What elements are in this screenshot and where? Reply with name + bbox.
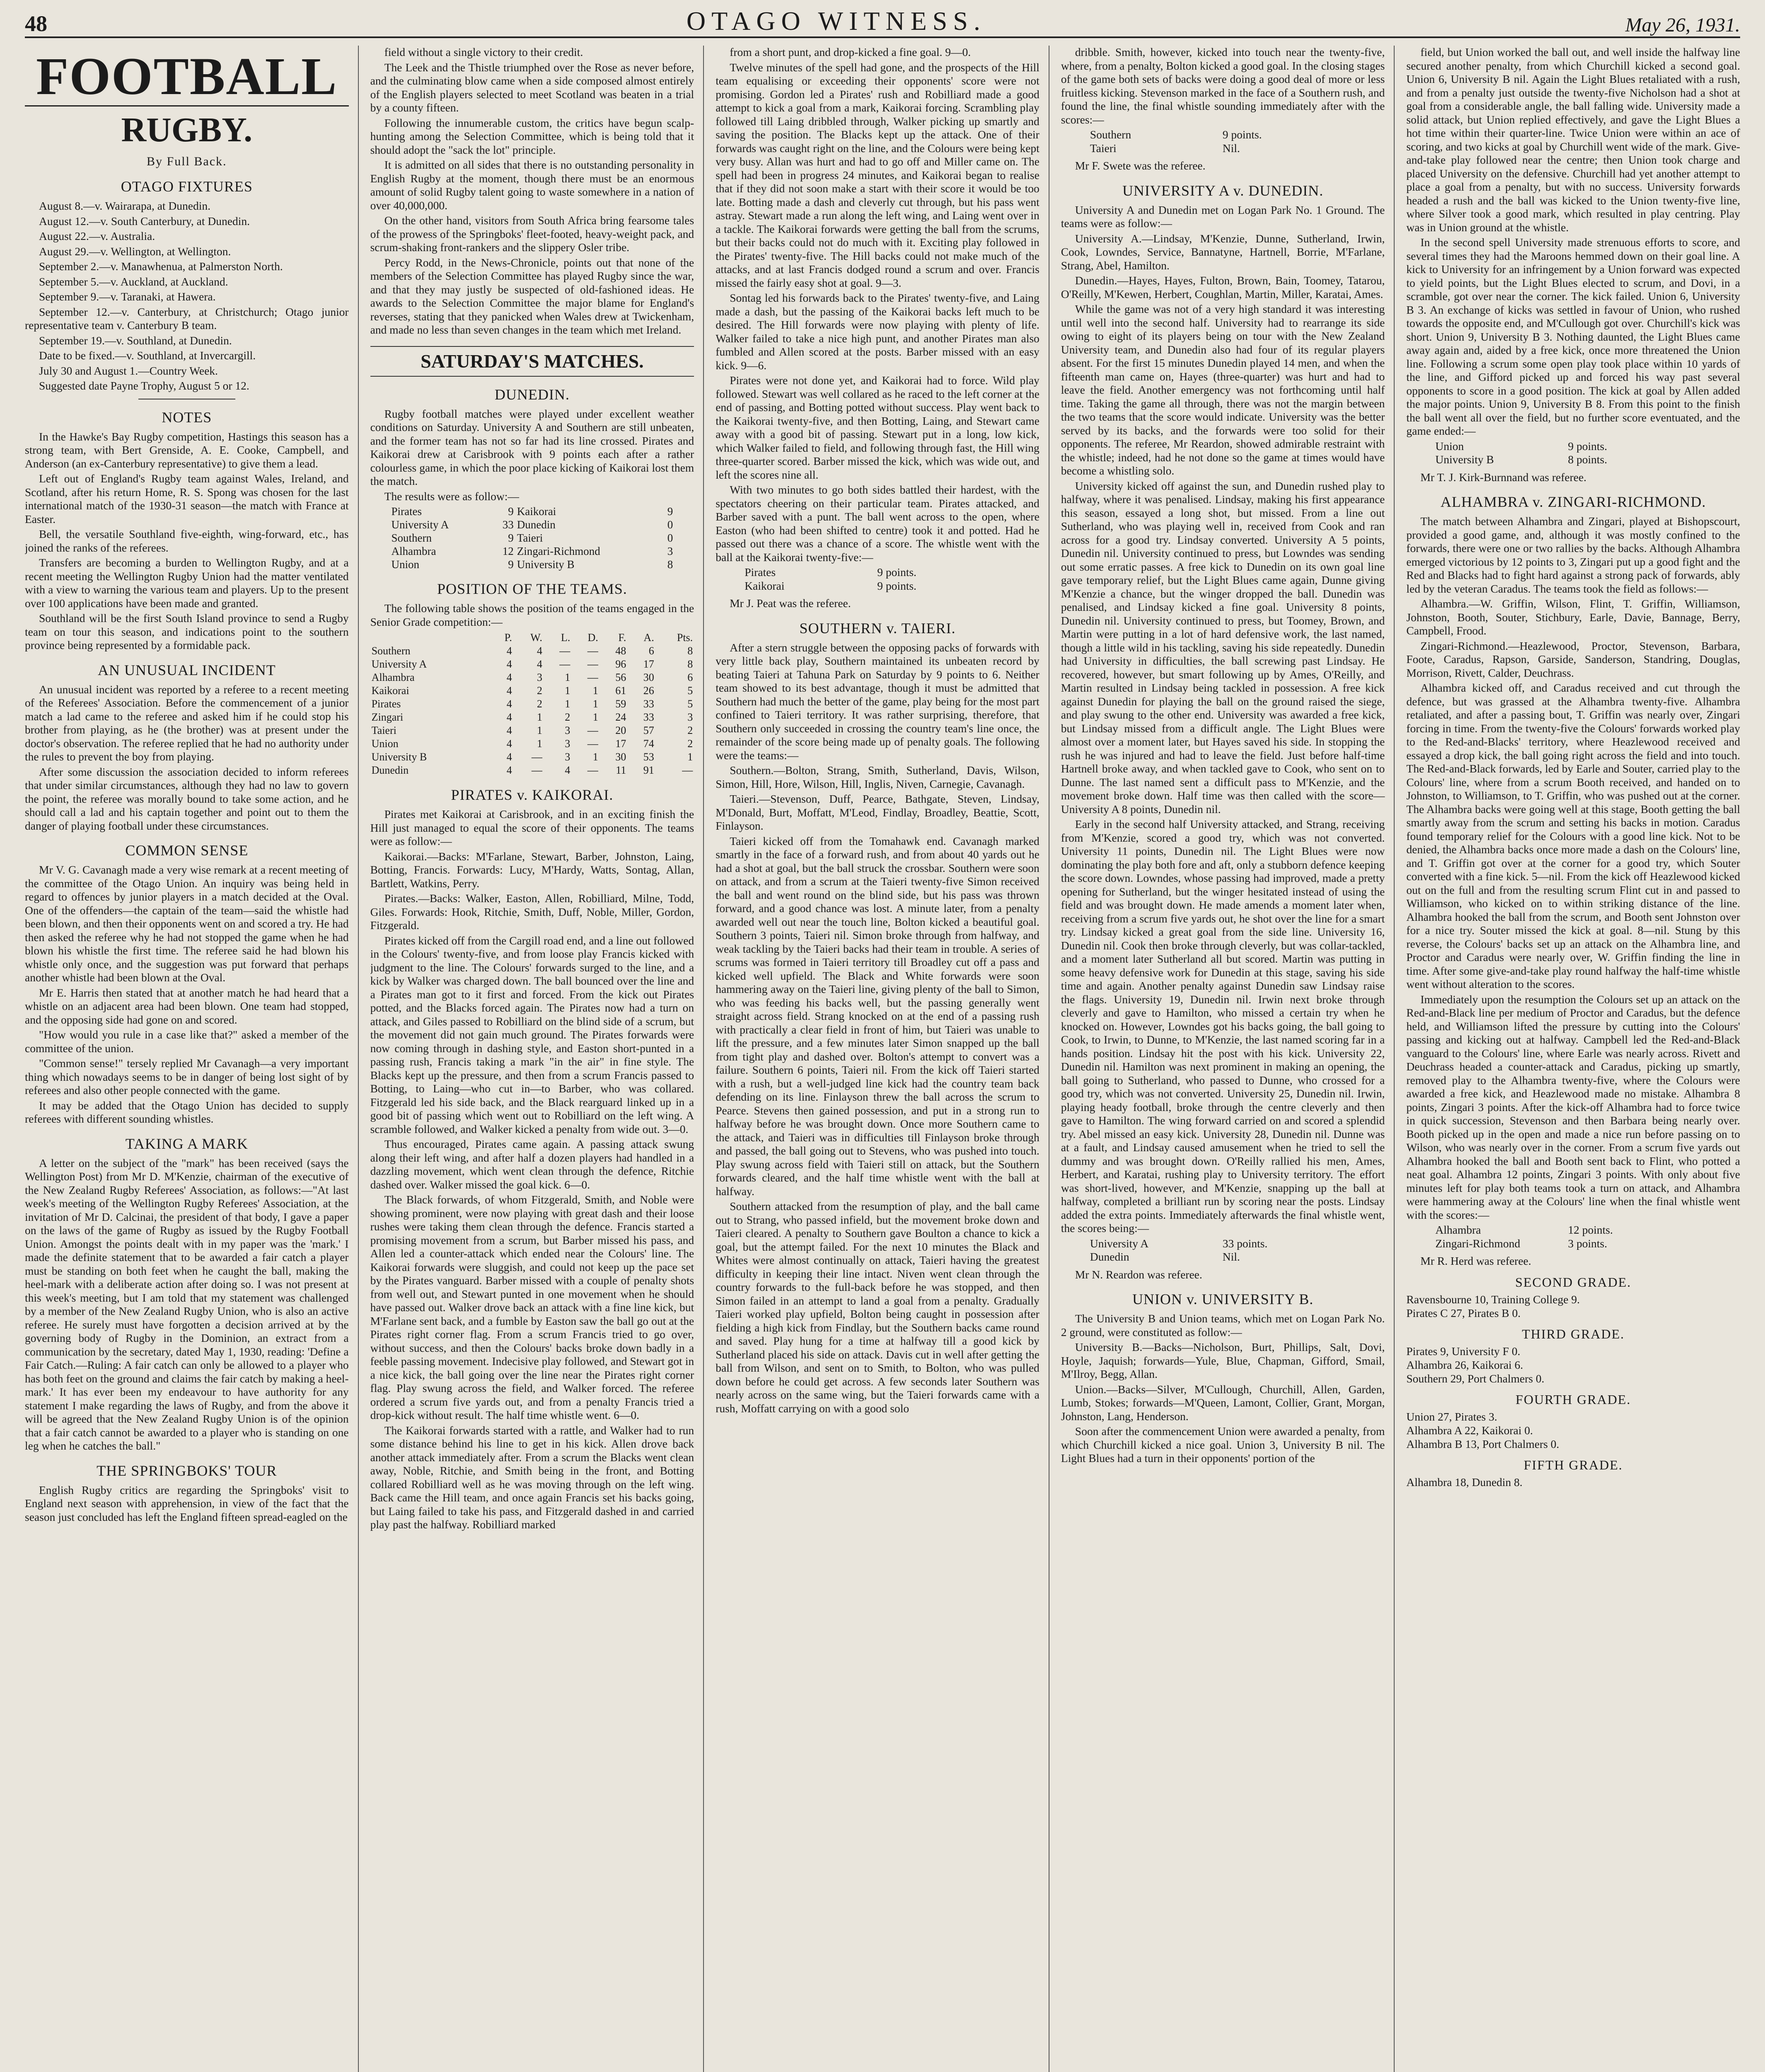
grade-result: Alhambra B 13, Port Chalmers 0. (1406, 1437, 1559, 1450)
team-score: 9 points. (1568, 439, 1608, 453)
table-row (370, 711, 694, 724)
table-cell: 20 (615, 724, 626, 736)
southern-taieri-score (1090, 128, 1385, 155)
table-row (370, 684, 694, 697)
team-name: Taieri (1090, 141, 1117, 155)
table-cell: — (587, 764, 598, 776)
column-header (370, 631, 492, 644)
team-name: Pirates (391, 505, 422, 518)
springboks-tour-heading: THE SPRINGBOKS' TOUR (97, 1462, 277, 1479)
team-name: Union (391, 558, 419, 571)
university-dunedin-heading: UNIVERSITY A v. DUNEDIN. (1122, 182, 1324, 199)
table-cell: 2 (565, 711, 571, 723)
saturdays-matches-heading: SATURDAY'S MATCHES. (370, 346, 694, 377)
table-cell: 74 (643, 738, 654, 750)
alhambra-zingari-referee: Mr R. Herd was referee. (1420, 1254, 1531, 1267)
table-cell: 30 (615, 751, 626, 763)
section-subheading-rugby: RUGBY. (121, 111, 253, 149)
paragraph: The Kaikorai forwards started with a rattle, and Walker had to run some distance behind his line to get in his kick. Allen drove back another attack immediately after. From a scrum the Blacks went clean away, Noble, Ritchie, and Smith being in the front, and Botting collared Robilliard well as he was moving through on the left wing. Back came the Hill team, and once again Francis set his backs going, but Laing failed to take his pass, and Fitzgerald dashed in and carried play past the halfway. Robilliard marked (370, 1423, 694, 1531)
table-row (370, 724, 694, 737)
paragraph: It is admitted on all sides that there is no outstanding personality in English Rugby at the moment, though there must be an enormous amount of solid Rugby talent going to waste somewhere in a nation of over 40,000,000. (370, 158, 694, 212)
team-score: 9 points. (877, 566, 916, 579)
score-line (1090, 128, 1385, 142)
table-cell: 1 (592, 685, 598, 697)
table-cell: 2 (687, 724, 693, 736)
result-row (389, 545, 675, 558)
grade-title: FIFTH GRADE. (1523, 1457, 1623, 1472)
alhambra-zingari-heading: ALHAMBRA v. ZINGARI-RICHMOND. (1440, 494, 1706, 510)
paragraph: Immediately upon the resumption the Colours set up an attack on the Red-and-Black line per medium of Proctor and Caradus, but the defence held, and Williamson lifted the pressure by cutting into the Colours' passing and kicking out at halfway. Campbell led the Red-and-Black vanguard to the Colours' line, where Earle was nearly across. Rivett and Deuchrass headed a counter-attack and Caradus, picking up smartly, removed play to the Alhambra twenty-five, where the Colours were awarded a free kick, and Heazlewood made no mistake. Alhambra 8 points, Zingari 3 points. After the kick-off Alhambra had to force twice in quick succession, Stevenson and then Barbara being nearly over. Booth picked up in the open and made a nice run before passing on to Wilson, who was nearly over in the corner. From a scrum five yards out Alhambra hooked the ball and Booth sent back to Flint, who potted a neat goal. Alhambra 12 points, Zingari 3 points. With only about five minutes left for play both teams took a turn on attack, and Alhambra were hammering away at the Colours' line when the final whistle went with the scores:— (1406, 992, 1740, 1221)
team-score: 9 points. (1222, 128, 1262, 141)
column-header: A. (643, 632, 654, 644)
team-name: Southern (391, 532, 432, 544)
table-cell: 3 (565, 751, 571, 763)
team-name: Alhambra (371, 671, 415, 683)
university-dunedin-score (1090, 1237, 1385, 1264)
grade-result: Pirates C 27, Pirates B 0. (1406, 1306, 1521, 1319)
table-cell: 53 (643, 751, 654, 763)
score-line (1090, 142, 1385, 155)
column-2 (370, 46, 704, 2072)
paragraph: Percy Rodd, in the News-Chronicle, points out that none of the members of the Selection Committee has played Rugby since the war, and that they may justly be suspected of old-fashioned ideas. He awards to the Selection Committee the major blame for England's reverses, stating that they panicked when Wales drew at Twickenham, and made no less than seven changes in the team which met Ireland. (370, 256, 694, 336)
table-row (370, 737, 694, 750)
table-cell: 17 (615, 738, 626, 750)
column-header: W. (530, 632, 542, 644)
table-cell: — (587, 658, 598, 670)
union-university-heading: UNION v. UNIVERSITY B. (1132, 1291, 1314, 1307)
table-cell: — (587, 724, 598, 736)
grade-title: FOURTH GRADE. (1516, 1392, 1631, 1407)
team-score: 33 points. (1222, 1237, 1268, 1250)
grade-title: THIRD GRADE. (1522, 1326, 1625, 1341)
paragraph: In the Hawke's Bay Rugby competition, Hastings this season has a strong team, with Bert Grenside, A. E. Cooke, Campbell, and Anderson (an ex-Canterbury representative) to give them a lead. (25, 430, 349, 470)
team-name: Pirates (745, 566, 776, 579)
grade-result: Alhambra 18, Dunedin 8. (1406, 1475, 1523, 1489)
paragraph: Early in the second half University attacked, and Strang, receiving from M'Kenzie, scored a good try, which was not converted. University 11 points, Dunedin nil. The Light Blues were now dominating the play both fore and aft, only a stubborn defence keeping the score down. Lowndes, whose passing had improved, made a pretty opening for Sutherland, but the winger hesitated instead of using the field and was brought down. He made amends a moment later when, receiving from a scrum five yards out, he shot over the line for a smart try. Lindsay kicked a great goal from the side line. University 16, Dunedin nil. Cook then broke through cleverly, but was collar-tackled, and a moment later Sutherland all but scored. Martin was putting in some heavy defensive work for Dunedin at this stage, saving his side time and again. Another penalty against Dunedin saw Lindsay raise the flags. University 19, Dunedin nil. Irwin next broke through cleverly and gave to Hamilton, who missed a certain try when he knocked on. However, Lowndes got his backs going, the ball going to Cook, to Irwin, to Dunne, to M'Kenzie, the last named scoring far in a hands position. Lindsay hit the post with his kick. University 22, Dunedin nil. Hamilton was next prominent in making an opening, the ball going to Sutherland, who passed to Dunne, who crossed for a good try, which was not converted. University 25, Dunedin nil. Irwin, playing heady football, broke through the centre cleverly and then gave to Hamilton. The wing forward carried on and scored a splendid try. Abel missed an easy kick. University 28, Dunedin nil. Dunne was at a fault, and Lindsay caused amusement when he tried to sell the dummy and was brought down. O'Reilly rallied his men, Ames, Herbert, and Karatai, rushing play to University territory. The effort was short-lived, however, and M'Kenzie, snapping up the ball at halfway, completed a brilliant run by scoring near the posts. Lindsay added the extra points. Immediately afterwards the final whistle went, the scores being:— (1061, 818, 1385, 1234)
grade-block (1406, 1392, 1740, 1451)
team-name: University B (517, 558, 575, 571)
column-header: L. (561, 632, 571, 644)
paragraph: Left out of England's Rugby team against Wales, Ireland, and Scotland, after his return Home, R. S. Spong was chosen for the last international match of the 1930-31 season—the match with France at Easter. (25, 472, 349, 525)
table-cell: 1 (537, 738, 542, 750)
alhambra-zingari-body (1406, 515, 1740, 1222)
team-name: Dunedin (517, 518, 556, 531)
team-name: University A (371, 658, 427, 670)
taking-a-mark-heading: TAKING A MARK (125, 1135, 248, 1152)
team-name: Zingari-Richmond (517, 545, 600, 557)
table-cell: 61 (615, 685, 626, 697)
table-cell: — (682, 764, 693, 776)
springboks-tour-body (25, 1484, 349, 1524)
paragraph: Twelve minutes of the spell had gone, and the prospects of the Hill team equalising or exceeding their opponents' score were not promising. Gordon led a Pirates' rush and Robilliard made a good attempt to kick a goal from a mark, Kaikorai forcing. Scrambling play followed till Laing dribbled through, Walker picking up smartly and saving the position. The Blacks kept up the attack. One of their forwards was caught right on the line, and the Colours were being kept very busy. Allan was hurt and had to go off and Miller came on. The spell had been in progress 24 minutes, and Kaikorai began to realise that if they did not soon make a start with their score it would be too late. Botting made a dash and cleverly cut through, but his pass went astray. Stewart made a run along the left wing, and Laing went over in a tackle. The Kaikorai forwards were getting the ball from the scrums, but their backs could not do much with it. Exciting play followed in the Pirates' twenty-five. The Hill backs could not make much of the attacks, and at last Francis dodged round a scrum and over. Francis missed the fairly easy shot at goal. 9—3. (716, 61, 1040, 289)
paragraph: An unusual incident was reported by a referee to a recent meeting of the Referees' Association. Before the commencement of a junior match a lad came to the referee and asked him if he could stop his brother from playing, as he (the brother) was at present under the doctor's observation. The referee replied that he had no authority under the rules to prevent the boy from playing. (25, 683, 349, 763)
table-cell: 4 (537, 658, 542, 670)
byline: By Full Back. (147, 155, 227, 168)
table-cell: 8 (687, 645, 693, 657)
alhambra-zingari-score (1435, 1223, 1740, 1250)
table-cell: 1 (565, 698, 571, 710)
paragraph: Alhambra kicked off, and Caradus received and cut through the defence, but was grassed at the Alhambra twenty-five. Alhambra retaliated, and after a passing bout, T. Griffin was nearly over, Zingari forcing in time. From the twenty-five the Colours' forwards worked play to the Red-and-Blacks' territory, where Heazlewood received and essayed a drop kick, the ball going right across the field and into touch. The Red-and-Black forwards, led by Earle and Souter, carried play to the Colours' line, where from a scrum Booth received, and handed on to Johnston, to Williamson, to T. Griffin, who was pushed out at the corner. The Alhambra backs were going well at this stage, Booth getting the ball smartly away from the scrum and setting his backs in motion. Caradus found temporary relief for the Colours with a good line kick. Not to be denied, the Alhambra backs once more made a dash on the Colours' line, and T. Griffin got over at the corner for a good try, which Souter converted with a fine kick. 5—nil. From the kick off Heazlewood kicked out on the full and from the resulting scrum Flint cut in and passed to Williamson, who kicked on to within striking distance of the line. Alhambra hooked the ball from the scrum, and Booth sent Johnston over for a nice try. Souter missed the kick at goal. 8—nil. Stung by this reverse, the Colours' backs set up an attack on the Alhambra line, and Proctor and Caradus were nearly over, W. Griffin finding the line in time. After some give-and-take play round halfway the half-time whistle went without alteration to the scores. (1406, 681, 1740, 990)
paragraph: University kicked off against the sun, and Dunedin rushed play to halfway, where it was penalised. Lindsay, making his first appearance this season, essayed a long shot, but missed. From a line out Sutherland, who was playing well in, received from Cook and ran across for a good try. Lindsay converted. University A 5 points, Dunedin nil. University continued to press, but Lowndes was sending out some erratic passes. A free kick to Dunedin on its own goal line gave temporary relief, but the Light Blues came again, Dunne giving M'Kenzie a chance, but the winger dropped the ball. Dunedin was penalised, and Lindsay kicked a fine goal. University 8 points, Dunedin nil. University continued to press, but Toomey, Brown, and Martin were putting in a lot of hard defensive work, the last named, though a little wild in his tackling, saving his side repeatedly. Dunedin had University in difficulties, the ball screwing past Lindsay. He recovered, however, but smart following up by Ames, O'Reilly, and Martin resulted in Lindsay being tackled in possession. A free kick against Dunedin for playing the ball on the ground raised the siege, and play swung to the other end. University was awarded a free kick, but Lindsay missed from a difficult angle. The Light Blues were almost over a moment later, but Hayes saved his side. In stopping the rush he was injured and had to leave the field. Just before half-time Hartnell broke away, and when tackled gave to Cook, who sent on to Dunne. The last named sent a difficult pass to M'Kenzie, and the movement broke down. Half time was then called with the score—University A 8 points, Dunedin nil. (1061, 479, 1385, 816)
team-score: 3 points. (1568, 1237, 1608, 1250)
paragraph: Bell, the versatile Southland five-eighth, wing-forward, etc., has joined the ranks of the referees. (25, 528, 349, 554)
paragraph: Transfers are becoming a burden to Wellington Rugby, and at a recent meeting the Wellington Rugby Union had the matter ventilated with a view to warning the various team and players. Up to the present over 100 applications have been made and granted. (25, 556, 349, 610)
table-cell: 1 (565, 685, 571, 697)
table-cell: 4 (506, 711, 512, 723)
grade-title: SECOND GRADE. (1515, 1274, 1632, 1290)
grade-result: Alhambra 26, Kaikorai 6. (1406, 1358, 1523, 1371)
table-row (370, 644, 694, 658)
paragraph: September 12.—v. Canterbury, at Christchurch; Otago junior representative team v. Canterbury B team. (25, 305, 349, 332)
column-3 (716, 46, 1049, 2072)
table-cell: 96 (615, 658, 626, 670)
table-row (370, 750, 694, 764)
notes-body (25, 430, 349, 652)
table-cell: 3 (537, 671, 542, 683)
table-cell: 3 (687, 711, 693, 723)
paragraph: On the other hand, visitors from South Africa bring fearsome tales of the prowess of the Springboks' fleet-footed, heavy-weight pack, and scrum-shaking front-rankers and the slippery Osler tribe. (370, 214, 694, 254)
newspaper-title: OTAGO WITNESS. (686, 6, 986, 36)
incident-heading: AN UNUSUAL INCIDENT (97, 661, 276, 678)
table-cell: 48 (615, 645, 626, 657)
team-name: Pirates (371, 698, 401, 710)
score-line (1435, 1223, 1740, 1237)
paragraph: August 22.—v. Australia. (39, 230, 155, 242)
team-name: Kaikorai (371, 685, 409, 697)
paragraph: from a short punt, and drop-kicked a fine goal. 9—0. (730, 46, 971, 58)
paragraph: Pirates were not done yet, and Kaikorai had to force. Wild play followed. Stewart was well collared as he raced to the left corner at the end of passing, and Botting potted without success. Play went back to the Kaikorai twenty-five, and then Botting, Laing, and Stewart came away with a good bit of passing. Stewart put in a long, low kick, which Walker failed to field, and following through fast, the Hill wing three-quarter scored. Barber missed the kick, which was wide out, and left the scores nine all. (716, 374, 1040, 481)
paragraph: Rugby football matches were played under excellent weather conditions on Saturday. University A and Southern are still unbeaten, and the former team has not so far had its line crossed. Pirates and Kaikorai drew at Carisbrook with 9 points each after a rather colourless game, in which the poor place kicking of Kaikorai lost them the match. (370, 407, 694, 487)
team-name: Alhambra (1435, 1223, 1481, 1236)
table-cell: 8 (687, 658, 693, 670)
paragraph: English Rugby critics are regarding the Springboks' visit to England next season with apprehension, in view of the fact that the season just concluded has left the England fifteen spread-eagled on the (25, 1483, 349, 1523)
paragraph: University A and Dunedin met on Logan Park No. 1 Ground. The teams were as follow:— (1061, 203, 1385, 230)
table-cell: — (587, 738, 598, 750)
table-cell: 33 (643, 698, 654, 710)
team-name: Dunedin (371, 764, 409, 776)
team-name: University A (1090, 1237, 1149, 1250)
paragraph: Date to be fixed.—v. Southland, at Invercargill. (39, 349, 256, 362)
team-score: 9 (508, 505, 514, 518)
paragraph: While the game was not of a very high standard it was interesting until well into the second half. University had to rearrange its side owing to eight of its players being on tour with the New Zealand University team, and Dunedin also had four of its regular players absent. For the first 15 minutes Dunedin played 14 men, and when the fifteenth man came on, Hayes (three-quarter) was hurt and had to leave the field. Another emergency was not forthcoming until half time. Taking the game all through, there was not the margin between the two teams that the score would indicate. University was the better served by its backs, and the forwards were too solid for their opponents. The referee, Mr Reardon, showed admirable restraint with the whistle; indeed, had he not done so the game at times would have become a whistling solo. (1061, 303, 1385, 477)
grade-block (1406, 1457, 1740, 1489)
team-score: 8 points. (1568, 453, 1608, 466)
paragraph: The Leek and the Thistle triumphed over the Rose as never before, and the culminating blow came when a side composed almost entirely of the English players selected to meet Scotland was beaten in a trial by a county fifteen. (370, 61, 694, 114)
paragraph: Sontag led his forwards back to the Pirates' twenty-five, and Laing made a dash, but the passing of the Kaikorai backs left much to be desired. The Hill forwards were now playing with plenty of life. Walker failed to take a nice high punt, and another Pirates man also fumbled and Allen scored at the posts. Barber missed with an easy kick. 9—6. (716, 291, 1040, 372)
column-header: D. (588, 632, 598, 644)
column-header: F. (618, 632, 626, 644)
paragraph: After some discussion the association decided to inform referees that under similar circumstances, although they had no law to govern the point, the referee was morally bound to take some action, and he should call a lad and his captain together and point out to them the danger of playing football under these circumstances. (25, 765, 349, 832)
table-cell: 1 (592, 751, 598, 763)
table-cell: 2 (537, 698, 542, 710)
table-row (370, 658, 694, 671)
paragraph: Following the innumerable custom, the critics have begun scalp-hunting among the Selection Committee, which is being told that it should adopt the "sack the lot" principle. (370, 116, 694, 156)
table-cell: 4 (506, 751, 512, 763)
table-cell: — (559, 658, 571, 670)
issue-date: May 26, 1931. (1625, 14, 1740, 36)
grade-results (1406, 1275, 1740, 1489)
table-cell: 1 (537, 711, 542, 723)
team-score: 9 (508, 532, 514, 544)
team-score: 3 (667, 545, 673, 557)
position-intro: The following table shows the position of the teams engaged in the Senior Grade competition:— (370, 602, 694, 628)
team-score: 33 (502, 518, 514, 531)
team-score: 12 points. (1568, 1223, 1613, 1236)
paragraph: Southern.—Bolton, Strang, Smith, Sutherland, Davis, Wilson, Simon, Hill, Hore, Wilson, Hill, Inglis, Niven, Carnegie, Cavanagh. (716, 764, 1040, 790)
table-cell: 1 (592, 698, 598, 710)
team-name: University B (371, 751, 427, 763)
table-cell: 4 (506, 738, 512, 750)
score-line (745, 579, 1040, 593)
paragraph: University A.—Lindsay, M'Kenzie, Dunne, Sutherland, Irwin, Cook, Lowndes, Service, Bannatyne, Hartnell, Borrie, M'Farlane, Strang, Abel, Hamilton. (1061, 232, 1385, 272)
paragraph: Union.—Backs—Silver, M'Cullough, Churchill, Allen, Garden, Lumb, Stokes; forwards—M'Queen, Lamont, Collier, Grant, Morgan, Johnston, Lang, Henderson. (1061, 1382, 1385, 1423)
team-name: Kaikorai (745, 579, 785, 592)
southern-taieri-referee: Mr F. Swete was the referee. (1075, 159, 1206, 172)
team-name: Southern (1090, 128, 1132, 141)
table-cell: 2 (687, 738, 693, 750)
table-cell: 4 (506, 724, 512, 736)
table-cell: 11 (616, 764, 626, 776)
table-cell: 4 (506, 685, 512, 697)
table-cell: 4 (506, 764, 512, 776)
table-cell: 57 (643, 724, 654, 736)
table-cell: 17 (643, 658, 654, 670)
paragraph: Mr V. G. Cavanagh made a very wise remark at a recent meeting of the committee of the Otago Union. An inquiry was being held in regard to offences by junior players in a match decided at the Oval. One of the offenders—the captain of the team—said the whistle had been blown, and then their opponents went on and scored a try. He had then asked the referee why he had not stopped the game when he had blown his whistle the first time. The referee said he had blown his whistle only once, and the suggestion was put forward that perhaps another whistle had been blown at the Oval. (25, 863, 349, 984)
table-cell: 3 (565, 738, 571, 750)
team-score: Nil. (1222, 141, 1240, 155)
table-cell: 26 (643, 685, 654, 697)
table-cell: 5 (687, 685, 693, 697)
union-university-continued (1406, 46, 1740, 438)
paragraph: The match between Alhambra and Zingari, played at Bishopscourt, provided a good game, and, although it was mostly confined to the forwards, there were one or two rallies by the backs. Although Alhambra emerged victorious by 12 points to 3, Zingari put up a good fight and the Red and Blacks had to fight hard against a strong pack of forwards, ably led by the veteran Caradus. The teams took the field as follows:— (1406, 515, 1740, 595)
table-cell: 4 (565, 764, 571, 776)
paragraph: field, but Union worked the ball out, and well inside the halfway line secured another penalty, from which Churchill kicked a second goal. Union 6, University B nil. Again the Light Blues retaliated with a rush, and from a penalty just outside the twenty-five Nicholson had a shot at goal from a considerable angle, the ball falling wide. University made a solid attack, but Union replied effectively, and gave the Light Blues a hot time within their quarter-line. Twice Union were within an ace of scoring, and two kicks at goal by Churchill went wide of the mark. Give-and-take play followed near the centre; then Union took charge and placed University on the defensive. Churchill had yet another attempt to place a goal from a penalty, but with no success. University forwards headed a rush and the ball was kicked to the Union twenty-five line, where Silver took a good mark, which resulted in play centring. Play was in Union ground at the whistle. (1406, 46, 1740, 234)
team-name: Dunedin (1090, 1250, 1129, 1263)
pirates-kaikorai-heading: PIRATES v. KAIKORAI. (451, 787, 614, 803)
column-header: Pts. (677, 632, 693, 644)
paragraph: Kaikorai.—Backs: M'Farlane, Stewart, Barber, Johnston, Laing, Botting, Francis. Forwards: Lucy, M'Hardy, Watts, Sontag, Allan, Bartlett, Watkins, Perry. (370, 850, 694, 890)
paragraph: Soon after the commencement Union were awarded a penalty, from which Churchill kicked a nice goal. Union 3, University B nil. The Light Blues had a turn in their opponents' portion of the (1061, 1425, 1385, 1464)
incident-body (25, 683, 349, 833)
paragraph: With two minutes to go both sides battled their hardest, with the spectators cheering on their particular team. Pirates attacked, and Barber saved with a punt. The ball went across to the open, where Easton (who had been shifted to centre) took it and potted. Had he passed out there was a chance of a score. The whistle went with the ball at the Kaikorai twenty-five:— (716, 483, 1040, 564)
table-cell: 4 (506, 645, 512, 657)
result-row (389, 518, 675, 531)
table-cell: 5 (687, 698, 693, 710)
paragraph: In the second spell University made strenuous efforts to score, and several times they had the Maroons hemmed down on their goal line. A kick to University for an infringement by a Union forward was expected to yield points, but the Light Blues elected to scrum, and Dovi, in a scramble, got over near the corner. The kick failed. Union 6, University B 3. An exchange of kicks was settled in favour of Union, who rushed towards the opposite end, and M'Cullough got over. Churchill's kick was short. Union 9, University B 3. Nothing daunted, the Light Blues came away again and, aided by a free kick, once more threatened the Union line. Following a scrum some open play took place within 10 yards of the line, and Gifford picked up and forced his way past several opponents to score in a good position. The kick at goal by Allen added the major points. Union 9, University B 8. From this point to the finish the ball went all over the field, but no further score eventuated, and the game ended:— (1406, 236, 1740, 437)
table-cell: 1 (592, 711, 598, 723)
table-cell: 56 (615, 671, 626, 683)
university-dunedin-referee: Mr N. Reardon was referee. (1075, 1268, 1202, 1281)
paragraph: The results were as follow:— (384, 489, 519, 503)
team-score: 9 (667, 505, 673, 518)
paragraph: September 19.—v. Southland, at Dunedin. (39, 334, 232, 347)
score-line (1435, 1237, 1740, 1251)
paragraph: Taieri.—Stevenson, Duff, Pearce, Bathgate, Steven, Lindsay, M'Donald, Burt, Moffatt, M'Leod, Findlay, Broadley, Beattie, Scott, Finlayson. (716, 792, 1040, 832)
paragraph: Taieri kicked off from the Tomahawk end. Cavanagh marked smartly in the face of a forward rush, and from about 40 yards out he had a shot at goal, but the ball struck the crossbar. Southern were soon on attack, and from a scrum at the Taieri twenty-five Simon received the ball and went round on the blind side, but his pass was thrown forward, and a good chance was lost. A minute later, from a penalty awarded well out near the touch line, Bolton kicked a beautiful goal. Southern 3 points, Taieri nil. Simon broke through from halfway, and weak tackling by the Taieri backs had their team in trouble. A series of scrums was formed in Taieri territory till Broadley cut off a pass and kicked well upfield. The Black and White forwards were soon hammering away on the Taieri line, giving plenty of the ball to Simon, who was feeding his backs well, but the passing generally went straight across field. Strang knocked on at the end of a passing rush with practically a clear field in front of him, but Taieri was unable to lift the pressure, and a few minutes later Simon snapped up the ball from tight play and dashed over. Bolton's attempt to convert was a failure. Southern 6 points, Taieri nil. From the kick off Taieri started with a rush, but a well-judged line kick had the country team back defending on its line. Finlayson threw the ball across the scrum to Pearce. Stevens then gained possession, and put in a strong run to halfway before he was brought down. Once more Southern came to the attack, and Taieri was in difficulties till Finlayson broke through and passed, the ball going out to Stevens, who was pushed into touch. Play swung across field with Taieri still on attack, but the Southern forwards cleared, and the half time whistle went with the ball at halfway. (716, 834, 1040, 1198)
paragraph: September 2.—v. Manawhenua, at Palmerston North. (39, 260, 283, 273)
paragraph: field without a single victory to their credit. (384, 46, 583, 58)
paragraph: Southland will be the first South Island province to send a Rugby team on tour this season, and indications point to the southern province being represented by a formidable pack. (25, 612, 349, 651)
team-name: Southern (371, 645, 411, 657)
table-row (370, 697, 694, 711)
paragraph: September 9.—v. Taranaki, at Hawera. (39, 290, 216, 303)
table-cell: 2 (537, 685, 542, 697)
paragraph: "How would you rule in a case like that?" asked a member of the committee of the union. (25, 1028, 349, 1055)
team-name: Taieri (371, 724, 397, 736)
paragraph: A letter on the subject of the "mark" has been received (says the Wellington Post) from Mr D. M'Kenzie, chairman of the executive of the New Zealand Rugby Referees' Association, as follows:—"At last week's meeting of the Wellington Rugby Referees' Association, at the invitation of Mr D. Calcinai, the president of that body, I gave a paper on the laws of the game of Rugby as issued by the Rugby Football Union. Amongst the points dealt with in my paper was the 'mark.' I made the definite statement that to be awarded a fair catch a player must be standing on both feet when he caught the ball, making the heel-mark with a deliberate action after doing so. I was not present at this week's meeting, but I am told that my statement was challenged by a member of the New Zealand Rugby Union, who is also an active referee. He surely must have forgotten a decision arrived at by the governing body of Rugby in the Dominion, an extract from a communication by the secretary, dated May 1, 1930, reading: 'Define a Fair Catch.—Ruling: A fair catch can only be allowed to a player who has both feet on the ground and claims the fair catch by making a heel-mark.' It has ever been my endeavour to have authority for any statement I make regarding the laws of Rugby, and from the above it will be agreed that the New Zealand Rugby Union is of the opinion that a fair catch cannot be awarded to a player who is standing on one leg when he catches the ball." (25, 1156, 349, 1452)
grade-result: Union 27, Pirates 3. (1406, 1410, 1497, 1423)
page-number: 48 (25, 11, 47, 36)
score-line (1435, 440, 1740, 453)
paragraph: August 29.—v. Wellington, at Wellington. (39, 244, 231, 258)
pirates-kaikorai-score (745, 566, 1040, 593)
paragraph: July 30 and August 1.—Country Week. (39, 364, 218, 377)
table-cell: — (531, 751, 542, 763)
column-4 (1061, 46, 1395, 2072)
team-name: University B (1435, 453, 1494, 466)
score-line (745, 566, 1040, 579)
table-cell: 4 (506, 671, 512, 683)
table-cell: 1 (537, 724, 542, 736)
grade-result: Alhambra A 22, Kaikorai 0. (1406, 1423, 1533, 1437)
team-name: Union (1435, 439, 1464, 453)
team-name: Alhambra (391, 545, 436, 557)
union-university-referee: Mr T. J. Kirk-Burnnand was referee. (1420, 470, 1587, 484)
team-name: Kaikorai (517, 505, 556, 518)
team-name: Zingari-Richmond (1435, 1237, 1521, 1250)
paragraph: The Black forwards, of whom Fitzgerald, Smith, and Noble were showing prominent, were now playing with great dash and their loose rushes were taking them clean through the defence. Francis started a promising movement from a scrum, but Barber missed his pass, and Allen led a counter-attack which ended near the Colours' line. The Kaikorai forwards were sluggish, and could not keep up the pace set by the Pirates vanguard. Barber missed with a couple of penalty shots from well out, and Stewart punted in one movement when he should have passed out. Walker drove back an attack with a fine line kick, but M'Farlane sent back, and a fumble by Easton saw the ball go out at the Pirates right corner flag. From a scrum Francis tried to go over, without success, and then the Colours' backs broke down badly in a feeble passing movement. Indecisive play followed, and Stewart got in a nice kick, the ball going over the line near the Pirates right corner flag. Play swung across the field, and Walker forced. The referee ordered a scrum five yards out, and from a penalty Francis tried a drop-kick without result. The half time whistle went. 6—0. (370, 1193, 694, 1421)
column-5 (1406, 46, 1740, 2072)
team-name: Union (371, 738, 399, 750)
notes-heading: NOTES (162, 409, 212, 426)
grade-result: Southern 29, Port Chalmers 0. (1406, 1372, 1545, 1385)
table-cell: 24 (615, 711, 626, 723)
taking-a-mark-body (25, 1157, 349, 1453)
column-header: P. (504, 632, 512, 644)
position-heading: POSITION OF THE TEAMS. (437, 581, 627, 597)
table-cell: — (559, 645, 571, 657)
table-cell: 6 (687, 671, 693, 683)
pirates-kaikorai-continued (716, 46, 1040, 564)
paragraph: Dunedin.—Hayes, Hayes, Fulton, Brown, Bain, Toomey, Tatarou, O'Reilly, M'Kewen, Herbert, Coughlan, Martin, Miller, Karatai, Ames. (1061, 274, 1385, 300)
paragraph: dribble. Smith, however, kicked into touch near the twenty-five, where, from a penalty, Bolton kicked a good goal. In the closing stages of the game both sets of backs were doing a good deal of more or less fruitless kicking. Stevenson marked in the face of a Southern rush, and found the line, the final whistle sounding immediately after with the scores:— (1061, 46, 1385, 126)
table-cell: 1 (565, 671, 571, 683)
paragraph: After a stern struggle between the opposing packs of forwards with very little back play, Southern maintained its unbeaten record by beating Taieri at Tahuna Park on Saturday by 9 points to 6. Neither team showed to its best advantage, though it must be admitted that Southern had much the better of the game, play being for the most part confined to Taieri territory. It was rather surprising, therefore, that Southern only succeeded in crossing the country team's line once, the remainder of the score being made up of penalty goals. The following were the teams:— (716, 641, 1040, 762)
common-sense-body (25, 863, 349, 1126)
columns (25, 46, 1740, 2072)
pirates-kaikorai-body (370, 808, 694, 1532)
team-score: 12 (502, 545, 514, 557)
university-dunedin-body (1061, 203, 1385, 1235)
result-row (389, 558, 675, 571)
dunedin-heading: DUNEDIN. (494, 386, 570, 403)
southern-taieri-body (716, 641, 1040, 1416)
standings-table (370, 631, 694, 777)
paragraph: Southern attacked from the resumption of play, and the ball came out to Strang, who passed infield, but the movement broke down and Taieri cleared. A penalty to Southern gave Boulton a chance to kick a goal, but the attempt failed. For the next 10 minutes the Black and Whites were almost continually on attack, Taieri having the greatest difficulty in keeping their line intact. Niven went clean through the country forwards to the full-back before he was stopped, and then Simon failed in an attempt to land a goal from a penalty. Gradually Taieri worked play upfield, Bolton being caught in possession after fielding a high kick from Findlay, but the Southern backs came round and saved. Play hung for a time at halfway till a good kick by Sutherland placed his side on attack. Davis cut in well after getting the ball from Wilson, and sent on to Smith, to Bolton, who was pulled down before he could get across. A few seconds later Southern was nearly across on the same wing, but the Taieri forwards came with a rush, Moffatt carrying on with a good solo (716, 1200, 1040, 1415)
team-name: University A (391, 518, 449, 531)
paragraph: University B.—Backs—Nicholson, Burt, Phillips, Salt, Dovi, Hoyle, Jaquish; forwards—Yule, Blue, Chapman, Gifford, Smail, M'Ilroy, Begg, Allan. (1061, 1341, 1385, 1380)
table-cell: 4 (506, 658, 512, 670)
paragraph: Zingari-Richmond.—Heazlewood, Proctor, Stevenson, Barbara, Foote, Caradus, Rapson, Garside, Sanderson, Standring, Douglas, Morrison, Rivett, Calder, Deuchrass. (1406, 639, 1740, 679)
result-row (389, 505, 675, 518)
table-cell: 4 (506, 698, 512, 710)
grade-block (1406, 1326, 1740, 1385)
table-cell: — (587, 671, 598, 683)
paragraph: Alhambra.—W. Griffin, Wilson, Flint, T. Griffin, Williamson, Johnston, Booth, Souter, Stichbury, Earle, Davie, Bannage, Berry, Campbell, Frood. (1406, 597, 1740, 637)
column-1 (25, 46, 359, 2072)
section-heading-football: FOOTBALL (25, 47, 349, 107)
grade-result: Pirates 9, University F 0. (1406, 1344, 1521, 1358)
table-row (370, 671, 694, 684)
team-score: 8 (667, 558, 673, 571)
table-cell: 33 (643, 711, 654, 723)
score-line (1090, 1237, 1385, 1251)
fixtures-list (25, 199, 349, 393)
team-score: Nil. (1222, 1250, 1240, 1263)
team-score: 0 (667, 518, 673, 531)
southern-taieri-heading: SOUTHERN v. TAIERI. (799, 620, 956, 637)
paragraph: Thus encouraged, Pirates came again. A passing attack swung along their left wing, and after half a dozen players had handled in a dazzling movement, which went clean through the defence, Ritchie dashed over. Walker missed the goal kick. 6—0. (370, 1138, 694, 1191)
team-score: 0 (667, 532, 673, 544)
southern-taieri-continued (1061, 46, 1385, 126)
paragraph: Mr E. Harris then stated that at another match he had heard that a whistle on an adjacent area had been blown. One team had stopped, and the opposing side had gone on and scored. (25, 986, 349, 1026)
springboks-tour-continued (370, 46, 694, 337)
table-cell: 4 (537, 645, 542, 657)
team-score: 9 (508, 558, 514, 571)
pirates-kaikorai-referee: Mr J. Peat was the referee. (730, 597, 851, 610)
paragraph: It may be added that the Otago Union has decided to supply referees with different sounding whistles. (25, 1099, 349, 1125)
table-cell: 1 (687, 751, 693, 763)
fixtures-heading: OTAGO FIXTURES (121, 178, 253, 195)
team-name: Taieri (517, 532, 543, 544)
team-score: 9 points. (877, 579, 916, 592)
paragraph: The University B and Union teams, which met on Logan Park No. 2 ground, were constituted as follow:— (1061, 1312, 1385, 1339)
table-cell: 91 (643, 764, 654, 776)
paragraph: September 5.—v. Auckland, at Auckland. (39, 275, 228, 288)
paragraph: August 12.—v. South Canterbury, at Dunedin. (39, 214, 250, 228)
paragraph: "Common sense!" tersely replied Mr Cavanagh—a very important thing which nowadays seems to be in danger of being lost sight of by referees and also other people connected with the game. (25, 1057, 349, 1097)
table-row (370, 764, 694, 777)
table-cell: 3 (565, 724, 571, 736)
paragraph: Pirates kicked off from the Cargill road end, and a line out followed in the Colours' twenty-five, and from loose play Francis kicked with judgment to the line. The Colours' forwards surged to the line, and a kick by Walker was charged down. The ball bounced over the line and a Pirates man got to it first and forced. From the kick out Pirates potted, and the Blacks forced again. The Pirates now had a turn on attack, and Giles passed to Robilliard on the blind side of a scrum, but the movement did not gain much ground. The Pirates forwards were now coming through in dashing style, and Easton short-punted in a passing rush, Francis taking a mark "in the air" in fine style. The Blacks kept up the pressure, and then from a scrum Francis passed to Botting, to Laing—who cut in—to Barber, who was collared. Fitzgerald led his side back, and the Black rearguard linked up in a good bit of passing which went out to Robilliard on the left wing. A scramble followed, and Walker kicked a penalty from wide out. 3—0. (370, 934, 694, 1135)
paragraph: Suggested date Payne Trophy, August 5 or 12. (39, 379, 249, 392)
table-cell: 30 (643, 671, 654, 683)
table-cell: 6 (648, 645, 654, 657)
table-cell: 59 (615, 698, 626, 710)
score-line (1435, 453, 1740, 467)
paragraph: Pirates met Kaikorai at Carisbrook, and in an exciting finish the Hill just managed to equal the score of their opponents. The teams were as follow:— (370, 808, 694, 847)
result-row (389, 531, 675, 545)
table-cell: — (531, 764, 542, 776)
paragraph: August 8.—v. Wairarapa, at Dunedin. (39, 199, 211, 212)
common-sense-heading: COMMON SENSE (125, 842, 249, 859)
grade-block (1406, 1275, 1740, 1320)
grade-result: Ravensbourne 10, Training College 9. (1406, 1293, 1580, 1306)
score-line (1090, 1250, 1385, 1264)
results-table (389, 505, 675, 571)
union-university-body (1061, 1312, 1385, 1465)
paragraph: Pirates.—Backs: Walker, Easton, Allen, Robilliard, Milne, Todd, Giles. Forwards: Hook, Ritchie, Smith, Duff, Noble, Miller, Gordon, Fitzgerald. (370, 892, 694, 932)
team-name: Zingari (371, 711, 404, 723)
union-university-score (1435, 440, 1740, 467)
table-cell: — (587, 645, 598, 657)
masthead (25, 7, 1740, 38)
dunedin-intro (370, 407, 694, 503)
